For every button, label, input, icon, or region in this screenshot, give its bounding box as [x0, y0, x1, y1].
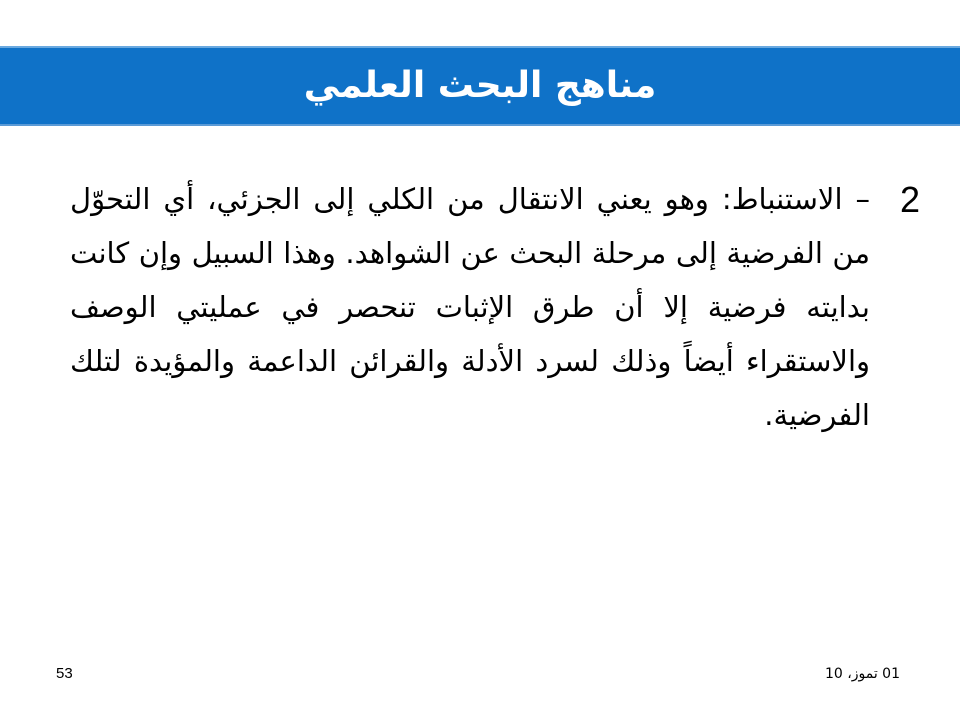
title-bar: [0, 46, 960, 126]
page-number: 53: [56, 665, 73, 682]
bullet-number: 2: [899, 179, 920, 220]
footer-date: 01 تموز، 10: [824, 666, 900, 682]
body-paragraph: – الاستنباط: وهو يعني الانتقال من الكلي إلى الجزئي، أي التحوّل من الفرضية إلى مرحلة البحث عن الشواهد. وهذا السبيل وإن كانت بدايته فرضية إلا أن طرق الإثبات تنحصر في عمليتي الوصف والاستقراء أيضاً وذلك لسرد الأدلة والقرائن الداعمة والمؤيدة لتلك الفرضية.: [70, 182, 870, 432]
slide-content: [60, 172, 920, 452]
slide-title: مناهج البحث العلمي: [303, 65, 657, 106]
